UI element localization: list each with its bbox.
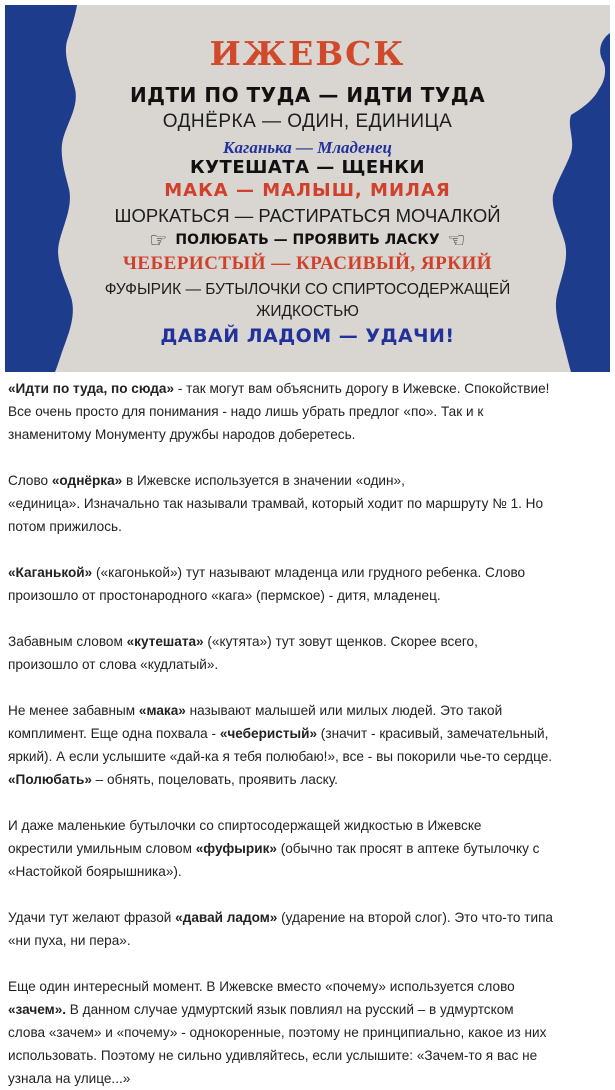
poster-line-kuteshata: КУТЕШАТА — ЩЕНКИ <box>189 157 426 178</box>
poster-line-maka: МАКА — МАЛЫШ, МИЛАЯ <box>164 180 451 201</box>
paragraph-kuteshata: Забавным словом «кутешата» («кутята») тут зовут щенков. Скорее всего, произошло от слова «кудлатый». <box>8 634 478 672</box>
term-fufyrik: «фуфырик» <box>195 841 277 856</box>
term-maka: «мака» <box>138 703 186 718</box>
poster-line-polyubat-text: ПОЛЮБАТЬ — ПРОЯВИТЬ ЛАСКУ <box>175 232 440 248</box>
term-odnyorka: «однёрка» <box>51 473 123 488</box>
term-kuteshata: «кутешата» <box>126 634 204 649</box>
term-polyubat: «Полюбать» <box>8 772 92 787</box>
pointing-hand-left-icon: ☜ <box>447 228 466 252</box>
paragraph-idti-po-tuda: «Идти по туда, по сюда» - так могут вам объяснить дорогу в Ижевске. Спокойствие! Все очень просто для понимания - надо лишь убрать предлог «по». Так и к знаменитому Монументу дружбы народов доберетесь. <box>8 381 550 442</box>
paragraph-zachem: Еще один интересный момент. В Ижевске вместо «почему» используется слово «зачем». В данном случае удмуртский язык повлиял на русский – в удмуртском слова «зачем» и «почему» - однокоренные, поэтому не принципиально, какое из них использовать. Поэтому не сильно удивляйтесь, если услышите: «Зачем-то я вас не узнала на улице...» <box>8 979 547 1086</box>
poster-line-idti-po-tuda: ИДТИ ПО ТУДА — ИДТИ ТУДА <box>129 83 486 107</box>
term-kaganka: «Каганькой» <box>8 565 93 580</box>
poster-line-davay-ladom: ДАВАЙ ЛАДОМ — УДАЧИ! <box>160 325 455 347</box>
paragraph-odnyorka: Слово «однёрка» в Ижевске используется в значении «один», «единица». Изначально так называли трамвай, который ходит по маршруту № 1. Но потом прижилось. <box>8 473 544 534</box>
paragraph-maka: Не менее забавным «мака» называют малышей или милых людей. Это такой комплимент. Еще одна похвала - «чеберистый» (значит - красивый, замечательный, яркий). А если услышите «дай-ка я тебя полюбаю!», все - вы покорили чье-то сердце. «Полюбать» – обнять, поцеловать, проявить ласку. <box>8 703 553 787</box>
poster-line-odnyorka: ОДНЁРКА — ОДИН, ЕДИНИЦА <box>162 111 453 132</box>
term-cheberisty: «чеберистый» <box>219 726 318 741</box>
pointing-hand-right-icon: ☞ <box>149 228 168 252</box>
poster-line-fufyrik-cont: ЖИДКОСТЬЮ <box>256 303 359 320</box>
article-body <box>8 377 610 1090</box>
poster-line-cheberisty: ЧЕБЕРИСТЫЙ — КРАСИВЫЙ, ЯРКИЙ <box>122 253 493 274</box>
term-idti-po-tuda: «Идти по туда, по сюда» <box>8 381 175 396</box>
paragraph-davay-ladom: Удачи тут желают фразой «давай ладом» (ударение на второй слог). Это что-то типа «ни пуха, ни пера». <box>8 910 553 948</box>
poster-line-kaganka: Каганька — Младенец <box>223 138 392 157</box>
poster-image <box>5 5 610 372</box>
poster-title: ИЖЕВСК <box>209 34 406 73</box>
poster-line-polyubat <box>5 230 610 250</box>
term-zachem: «зачем». <box>8 1002 67 1017</box>
poster-line-fufyrik: ФУФЫРИК — БУТЫЛОЧКИ СО СПИРТОСОДЕРЖАЩЕЙ <box>104 281 511 298</box>
paragraph-fufyrik: И даже маленькие бутылочки со спиртосодержащей жидкостью в Ижевске окрестили умильным словом «фуфырик» (обычно так просят в аптеке бутылочку с «Настойкой боярышника»). <box>8 818 540 879</box>
poster-line-shorkatsya: ШОРКАТЬСЯ — РАСТИРАТЬСЯ МОЧАЛКОЙ <box>114 205 501 226</box>
term-davay-ladom: «давай ладом» <box>175 910 278 925</box>
paragraph-kaganka: «Каганькой» («кагонькой») тут называют младенца или грудного ребенка. Слово произошло от простонародного «кага» (пермское) - дитя, младенец. <box>8 565 526 603</box>
